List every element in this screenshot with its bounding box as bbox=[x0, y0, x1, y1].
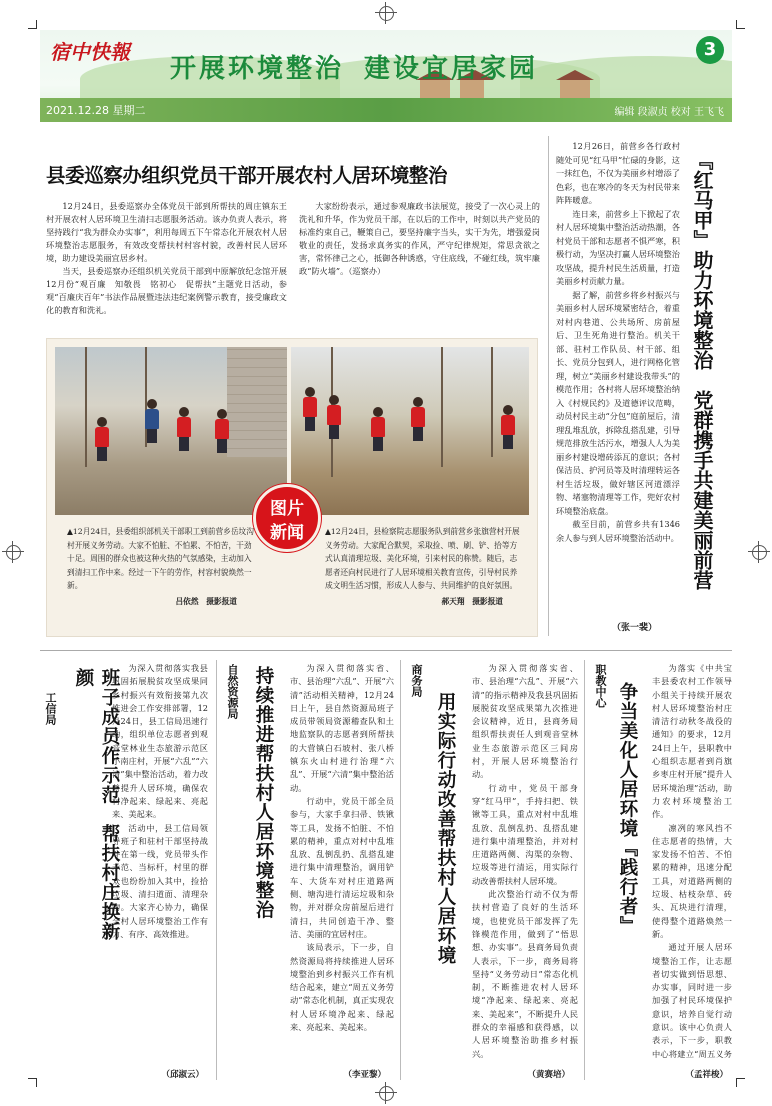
article-author: （邱淑云） bbox=[161, 1070, 204, 1080]
paragraph: 大家纷纷表示，通过参观廉政书法展览，接受了一次心灵上的洗礼和升华，作为党员干部，在以后的工作中，时刻以共产党员的标准约束自己，鞭策自己，要坚持廉字当头，实干为先，增强爱岗敬业的责任，发扬求真务实的作风，严守纪律规矩，常思贪欲之害，常怀律己之心，抵御各种诱惑，守住底线，不碰红线，筑牢廉政“防火墙”。（巡察办） bbox=[299, 201, 540, 276]
paragraph: 据了解，前营乡将乡村振兴与美丽乡村人居环境紧密结合，着重对村内巷道、公共场所、房前屋后、卫生死角进行整治。机关干部、驻村工作队员、村干部、组长、党员分包到人，进行网格化管理，树立“美丽乡村建设我带头”的模范作用；各村将人居环境整治纳入《村规民约》及道德评议范畴，动员村民主动“分包”庭前屋后，清理乱堆乱放，拆除乱搭乱建，引导规范排放生活污水，增强人人为美丽乡村建设增砖添瓦的意识；各村保洁员、护河员等及时清理转运各村生活垃圾，做好辖区河道漂浮物、堵塞物清理等工作，兜好农村环境整治底盘。 bbox=[556, 289, 680, 516]
banner-right: 建设宜居家园 bbox=[364, 54, 539, 84]
hongmajia-article-body bbox=[556, 140, 680, 545]
issue-date: 2021.12.28 星期二 bbox=[46, 104, 146, 117]
registration-mark bbox=[375, 2, 397, 24]
department-label: 工信局 bbox=[44, 692, 57, 725]
photo-volunteers-sweeping bbox=[55, 347, 287, 515]
article-body: 为落实《中共宝丰县委农村工作领导小组关于持续开展农村人居环境整治村庄清洁行动秋冬战役的通知》的要求，12月24日上午，县职教中心组织志愿者到肖旗乡枣庄村开展“提升人居环境治理”活动，助力农村环境整治工作。 凛冽的寒风挡不住志愿者的热情，大家发扬不怕苦、不怕累的精神，迅速分配工具，对道路两侧的垃圾、枯枝杂草、砖头、瓦块进行清理，使得整个道路焕然一新。 通过开展人居环境整治工作，让志愿者切实做到悟思想、办实事，同时进一步加强了村民环境保护意识，培养自觉行动意识。该中心负责人表示，下一步，职教中心将建立“周五义务 bbox=[652, 663, 732, 1059]
photo-prosecutors-cleaning bbox=[291, 347, 529, 515]
article-body: 为深入贯彻落实省、市、县治理“六乱”、开展“六清”活动相关精神，12月24日上午，县自然资源局班子成员带领局资源稽查队和土地监察队的志愿者到所帮扶的大营镇白石坡村、张八桥镇东火山村进行治理“六乱”、开展“六清”集中整治活动。 行动中，党员干部全员参与，大家手拿扫帚、铁锹等工具，发扬不怕脏、不怕累的精神，重点对村中乱堆乱放、乱倒乱扔、乱搭乱建进行集中清理整治，调用铲车、大货车对村庄道路两侧、塘沟进行清运垃圾和杂物，并对群众房前屋后进行清扫，共同创造干净、整洁、美丽的宜居村庄。 该局表示，下一步，自然资源局将持续推进人居环境整治到乡村振兴工作有机结合起来，建立“周五义务劳动”常态化机制，真正实现农村人居环境净起来、绿起来、亮起来、美起来。 bbox=[290, 663, 394, 1033]
crop-mark bbox=[736, 20, 745, 29]
page-banner bbox=[170, 48, 538, 85]
column-divider bbox=[584, 660, 585, 1080]
crop-mark bbox=[28, 20, 37, 29]
banner-left: 开展环境整治 bbox=[170, 54, 345, 84]
lead-article-title: 县委巡察办组织党员干部开展农村人居环境整治 bbox=[46, 164, 448, 187]
photo-byline: 吕依然 摄影报道 bbox=[175, 596, 237, 606]
article-author: （黄赛培） bbox=[527, 1070, 570, 1080]
article-author: （李亚黎） bbox=[343, 1070, 386, 1080]
lead-column bbox=[46, 200, 287, 332]
lead-column bbox=[299, 200, 540, 332]
photo-caption: ▲12月24日，县检察院志愿服务队到前营乡张旗营村开展义务劳动。大家配合默契，采取捡、喷、刷、铲、拾等方式认真清理垃圾、美化环境，引来村民的称赞。随后，志愿者还向村民进行了人居环境相关教育宣传，引导村民养成文明生活习惯，形成人人参与、共同维护的良好氛围。 郝天翔 摄影报道 bbox=[325, 525, 523, 608]
lead-article-body bbox=[46, 200, 540, 332]
department-label: 自然资源局 bbox=[226, 664, 239, 719]
article-title: 持续推进帮扶村人居环境整治 bbox=[253, 666, 274, 920]
column-divider bbox=[216, 660, 217, 1080]
hongmajia-article-title: 『红马甲』助力环境整治 党群携手共建美丽前营 bbox=[690, 150, 714, 590]
article-title: 争当美化人居环境『践行者』 bbox=[617, 682, 638, 936]
article-ziranziyuanju bbox=[222, 662, 394, 1082]
paragraph: 连日来，前营乡上下掀起了农村人居环境集中整治活动热潮，各村党员干部和志愿者不惧严寒，积极行动，为坚决打赢人居环境整治攻坚战，提升村民生活质量，打造美丽乡村贡献力量。 bbox=[556, 208, 680, 286]
photo-byline: 郝天翔 摄影报道 bbox=[441, 596, 503, 606]
column-divider bbox=[548, 136, 549, 636]
registration-mark bbox=[2, 541, 24, 563]
article-author: （张一裴） bbox=[612, 623, 658, 633]
section-divider bbox=[40, 650, 732, 651]
crop-mark bbox=[736, 1078, 745, 1087]
photo-news-box bbox=[46, 338, 538, 637]
article-body: 为深入贯彻落实我县巩固拓展脱贫攻坚成果同乡村振兴有效衔接第九次推进会工作安排部署，12月24日，县工信局迅速行动，组织单位志愿者到观音堂林业生态旅游示范区小南庄村，开展“六乱”“六清”集中整治活动，着力改善提升人居环境，确保农村净起来、绿起来、亮起来、美起来。 活动中，县工信局领导班子和驻村干部坚持战斗在第一线，党员带头作示范、当标杆，村里的群众也纷纷加入其中，捡拾垃圾、清扫道面、清理杂物。大家齐心协力，确保全村人居环境整治工作有力、有序、高效推进。 bbox=[112, 663, 208, 939]
photo-news-stamp: 图片 新闻 bbox=[253, 484, 321, 552]
article-body: 为深入贯彻落实省、市、县治理“六乱”、开展“六清”的指示精神及我县巩固拓展脱贫攻坚成果第九次推进会议精神，近日，县商务局组织帮扶责任人到观音堂林业生态旅游示范区三间房村，开展人居环境整治行动。 行动中，党员干部身穿“红马甲”，手持扫把、铁锹等工具，重点对村中乱堆乱放、乱倒乱扔、乱搭乱建进行集中清理整治，并对村庄道路两侧、沟渠的杂物、垃圾等进行清运，用实际行动改善帮扶村人居环境。 此次整治行动不仅为帮扶村营造了良好的生活环境，也使党员干部发挥了先锋模范作用，做到了“悟思想、办实事”。县商务局负责人表示，下一步，商务局将坚持“义务劳动日”常态化机制，不断推进农村人居环境“净起来、绿起来、亮起来、美起来”，不断提升人民群众的幸福感和获得感，以人居环境整治助推乡村振兴。 bbox=[472, 663, 578, 1059]
page-number: 3 bbox=[696, 36, 724, 64]
paragraph: 当天，县委巡察办还组织机关党员干部到中原解放纪念馆开展12月份“观百廉 知敬畏 铭初心 促帮扶”主题党日活动，参观“百廉庆百年”书法作品展暨违法违纪案例警示教育，接受廉政文化的教育和洗礼。 bbox=[46, 266, 287, 315]
masthead bbox=[40, 30, 732, 122]
article-zhijiaozhongxin bbox=[590, 662, 732, 1082]
photo-caption: ▲12月24日，县委组织部机关干部职工到前营乡岳坟沟村开展义务劳动。大家不怕脏、不怕累、不怕苦，干劲十足。周围的群众也被这种火热的气氛感染，主动加入到清扫工作中来。经过一下午的劳作，村容村貌焕然一新。 吕依然 摄影报道 bbox=[67, 525, 257, 608]
article-title: 班子成员作示范 帮扶村庄换新颜 bbox=[73, 668, 120, 941]
paragraph: 截至目前，前营乡共有1346余人参与到人居环境整治活动中。 bbox=[556, 519, 680, 543]
article-author: （孟祥梭） bbox=[685, 1070, 728, 1080]
editor-credits: 编辑 段淑贞 校对 王飞飞 bbox=[614, 107, 724, 118]
newspaper-logo: 宿中快報 bbox=[50, 40, 130, 64]
registration-mark bbox=[748, 541, 770, 563]
paragraph: 12月24日，县委巡察办全体党员干部到所帮扶的周庄镇东王村开展农村人居环境卫生清扫志愿服务活动。该办负责人表示，将坚持践行“我为群众办实事”，利用每周五下午常态化开展农村人居环境整治志愿服务，有效改变帮扶村村容村貌，改善村民人居环境，助力建设美丽宜居乡村。 bbox=[46, 201, 287, 263]
registration-mark bbox=[375, 1082, 397, 1104]
department-label: 职教中心 bbox=[594, 664, 607, 708]
crop-mark bbox=[28, 1078, 37, 1087]
department-label: 商务局 bbox=[410, 664, 423, 697]
paragraph: 12月26日，前营乡各行政村随处可见“红马甲”忙碌的身影，这一抹红色，不仅为美丽乡村增添了色彩，也在寒冷的冬天为村民带来阵阵暖意。 bbox=[556, 141, 680, 205]
article-title: 用实际行动改善帮扶村人居环境 bbox=[435, 692, 456, 965]
article-shangwuju bbox=[406, 662, 578, 1082]
column-divider bbox=[400, 660, 401, 1080]
article-gongxinju bbox=[40, 662, 212, 1082]
